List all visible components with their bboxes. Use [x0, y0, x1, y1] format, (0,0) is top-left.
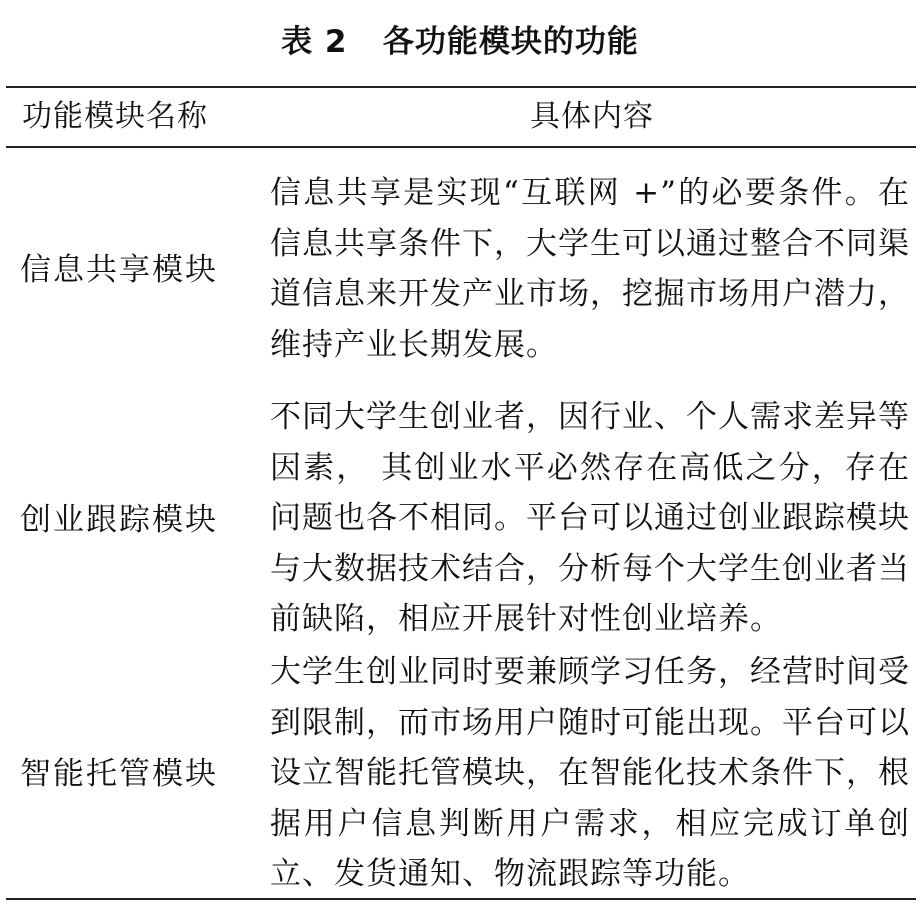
module-name: 信息共享模块 [20, 252, 218, 288]
module-name: 创业跟踪模块 [20, 502, 218, 538]
module-name: 智能托管模块 [20, 756, 218, 792]
header-module-name: 功能模块名称 [22, 99, 208, 134]
module-content: 大学生创业同时要兼顾学习任务，经营时间受到限制，而市场用户随时可能出现。平台可以设立智能托管模块，在智能化技术条件下，根据用户信息判断用户需求，相应完成订单创立、发货通知、物流跟踪等功能。 [270, 654, 910, 892]
header-content: 具体内容 [530, 99, 654, 134]
bottom-rule [6, 898, 916, 900]
module-content: 不同大学生创业者，因行业、个人需求差异等因素， 其创业水平必然存在高低之分，存在问题也各不相同。平台可以通过创业跟踪模块与大数据技术结合，分析每个大学生创业者当前缺陷，相应开展针对性创业培养。 [270, 399, 910, 637]
module-content: 信息共享是实现“互联网 +”的必要条件。在信息共享条件下，大学生可以通过整合不同渠道信息来开发产业市场，挖掘市场用户潜力，维持产业长期发展。 [270, 175, 910, 363]
header-rule [6, 146, 916, 148]
table-caption: 表 2 各功能模块的功能 [281, 24, 639, 60]
top-rule [6, 86, 916, 88]
